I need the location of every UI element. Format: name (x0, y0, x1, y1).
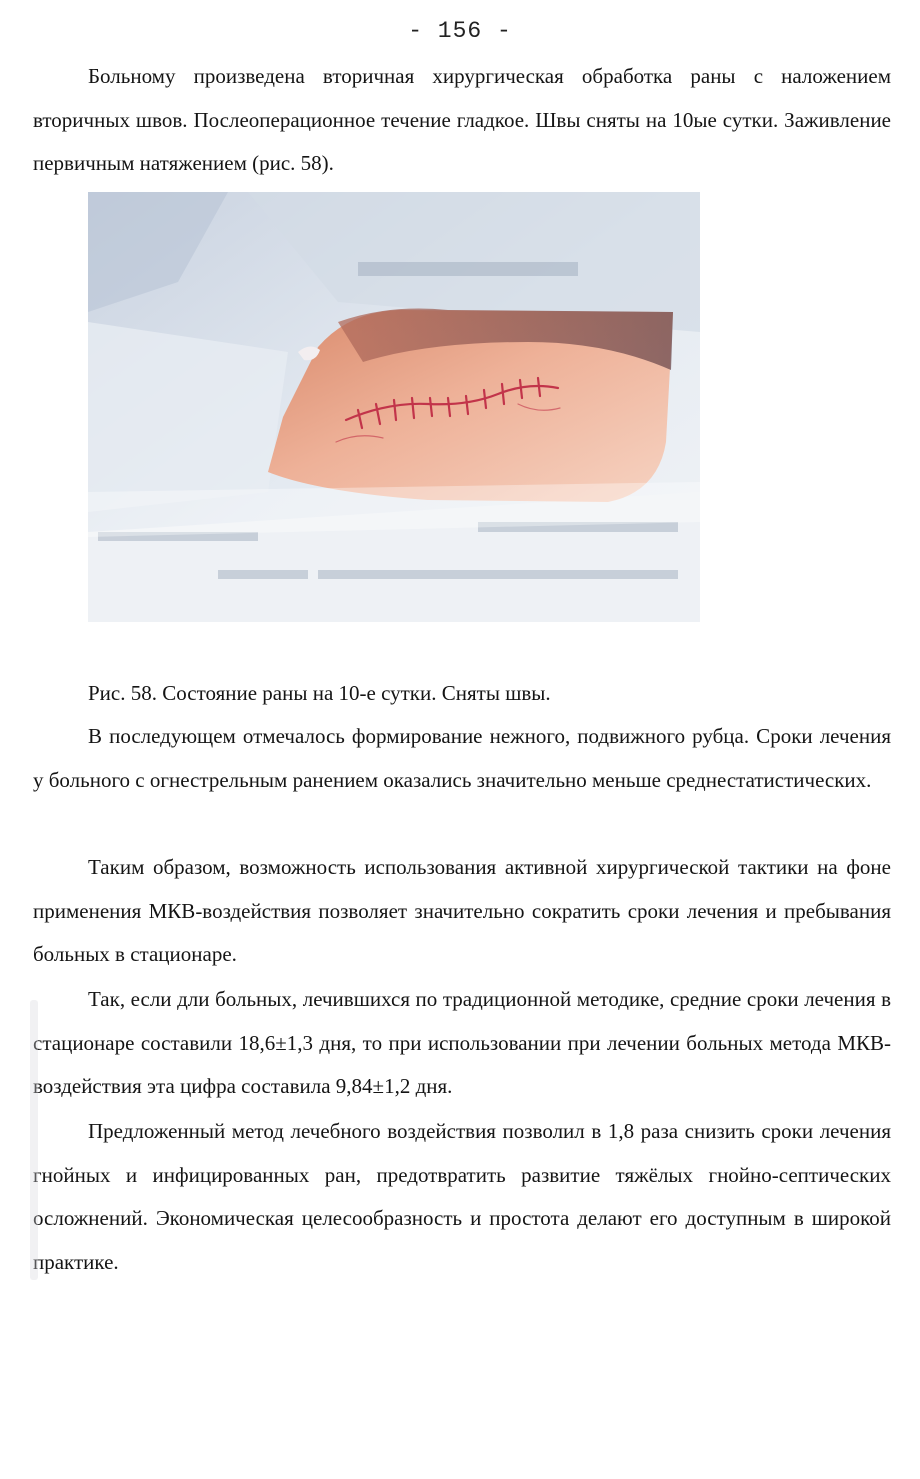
paragraph-1-text: Больному произведена вторичная хирургическая обработка раны с наложением вторичных швов. Послеоперационное течение гладкое. Швы сняты на 10ые сутки. Заживление первичным натяжением (рис. 58). (33, 64, 891, 175)
page-number: - 156 - (408, 18, 512, 44)
paragraph-3 (33, 846, 891, 977)
wound-photo (88, 192, 700, 622)
paragraph-3-text: Таким образом, возможность использования активной хирургической тактики на фоне применения МКВ-воздействия позволяет значительно сократить сроки лечения и пребывания больных в стационаре. (33, 855, 891, 966)
wound-photo-image (88, 192, 700, 622)
paragraph-5-text: Предложенный метод лечебного воздействия позволил в 1,8 раза снизить сроки лечения гнойных и инфицированных ран, предотвратить развитие тяжёлых гнойно-септических осложнений. Экономическая целесообразность и простота делают его доступным в широкой практике. (33, 1119, 891, 1274)
paragraph-4-text: Так, если дли больных, лечившихся по традиционной методике, средние сроки лечения в стационаре составили 18,6±1,3 дня, то при использовании при лечении больных метода МКВ-воздействия эта цифра составила 9,84±1,2 дня. (33, 987, 891, 1098)
paragraph-4 (33, 978, 891, 1109)
paragraph-2-text: В последующем отмечалось формирование нежного, подвижного рубца. Сроки лечения у больного с огнестрельным ранением оказались значительно меньше среднестатистических. (33, 724, 891, 792)
paragraph-2 (33, 715, 891, 802)
paragraph-5 (33, 1110, 891, 1284)
scan-margin-shadow (30, 1000, 38, 1280)
figure-caption: Рис. 58. Состояние раны на 10-е сутки. Сняты швы. (88, 681, 551, 705)
paragraph-1 (33, 55, 891, 186)
